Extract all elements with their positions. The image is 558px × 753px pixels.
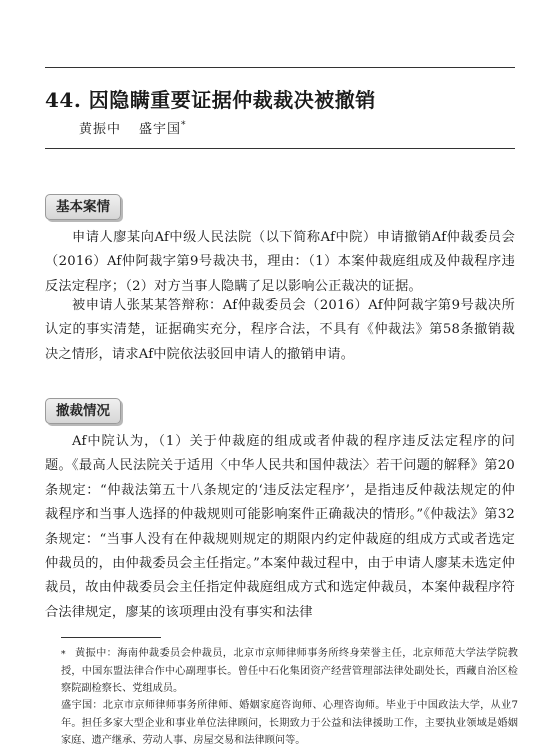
chapter-title: 44. 因隐瞒重要证据仲裁裁决被撤销 — [45, 88, 376, 112]
title-bottom-rule — [45, 148, 515, 149]
paragraph: 被申请人张某某答辩称：Af仲裁委员会（2016）Af仲阿裁字第9号裁决所认定的事实清楚，证据确实充分，程序合法，不具有《仲裁法》第58条撤销裁决之情形，请求Af中院依法驳回申请人的撤销申请。 — [45, 298, 515, 362]
section-heading-basic-facts: 基本案情 — [45, 194, 121, 220]
footnote-text: 盛宇国：北京市京师律师事务所律师、婚姻家庭咨询师、心理咨询师。毕业于中国政法大学，从业7年。担任多家大型企业和事业单位法律顾问，长期致力于公益和法律援助工作，主要执业领域是婚姻家庭、遗产继承、劳动人事、房屋交易和法律顾问等。 — [61, 700, 518, 746]
paragraph: 申请人廖某向Af中级人民法院（以下简称Af中院）申请撤销Af仲裁委员会（2016）Af仲阿裁字第9号裁决书，理由：（1）本案仲裁庭组成及仲裁程序违反法定程序；（2）对方当事人隐瞒了足以影响公正裁决的证据。 — [45, 230, 515, 294]
footnote-marker: * — [181, 120, 187, 131]
footnote-rule — [61, 637, 161, 638]
section-heading-annulment: 撤裁情况 — [45, 398, 121, 424]
author-name: 盛宇国 — [139, 122, 182, 137]
author-line — [79, 118, 187, 137]
footnote-marker: * — [61, 650, 66, 660]
footnote-text: 黄振中：海南仲裁委员会仲裁员，北京市京师律师事务所终身荣誉主任，北京师范大学法学院教授，中国东盟法律合作中心副理事长。曾任中石化集团资产经营管理部法律处副处长，西藏自治区检察院副检察长、党组成员。 — [61, 648, 518, 694]
paragraph: Af中院认为，（1）关于仲裁庭的组成或者仲裁的程序违反法定程序的问题。《最高人民法院关于适用〈中华人民共和国仲裁法〉若干问题的解释》第20条规定：“仲裁法第五十八条规定的‘违反法定程序’，是指违反仲裁法规定的仲裁程序和当事人选择的仲裁规则可能影响案件正确裁决的情形。”《仲裁法》第32条规定：“当事人没有在仲裁规则规定的期限内约定仲裁庭的组成方式或者选定仲裁员的，由仲裁委员会主任指定。”本案仲裁过程中，由于申请人廖某未选定仲裁员，故由仲裁委员会主任指定仲裁庭组成方式和选定仲裁员，本案仲裁程序符合法律规定，廖某的该项理由没有事实和法律 — [45, 434, 515, 620]
top-rule — [45, 67, 515, 68]
author-name: 黄振中 — [79, 122, 122, 137]
